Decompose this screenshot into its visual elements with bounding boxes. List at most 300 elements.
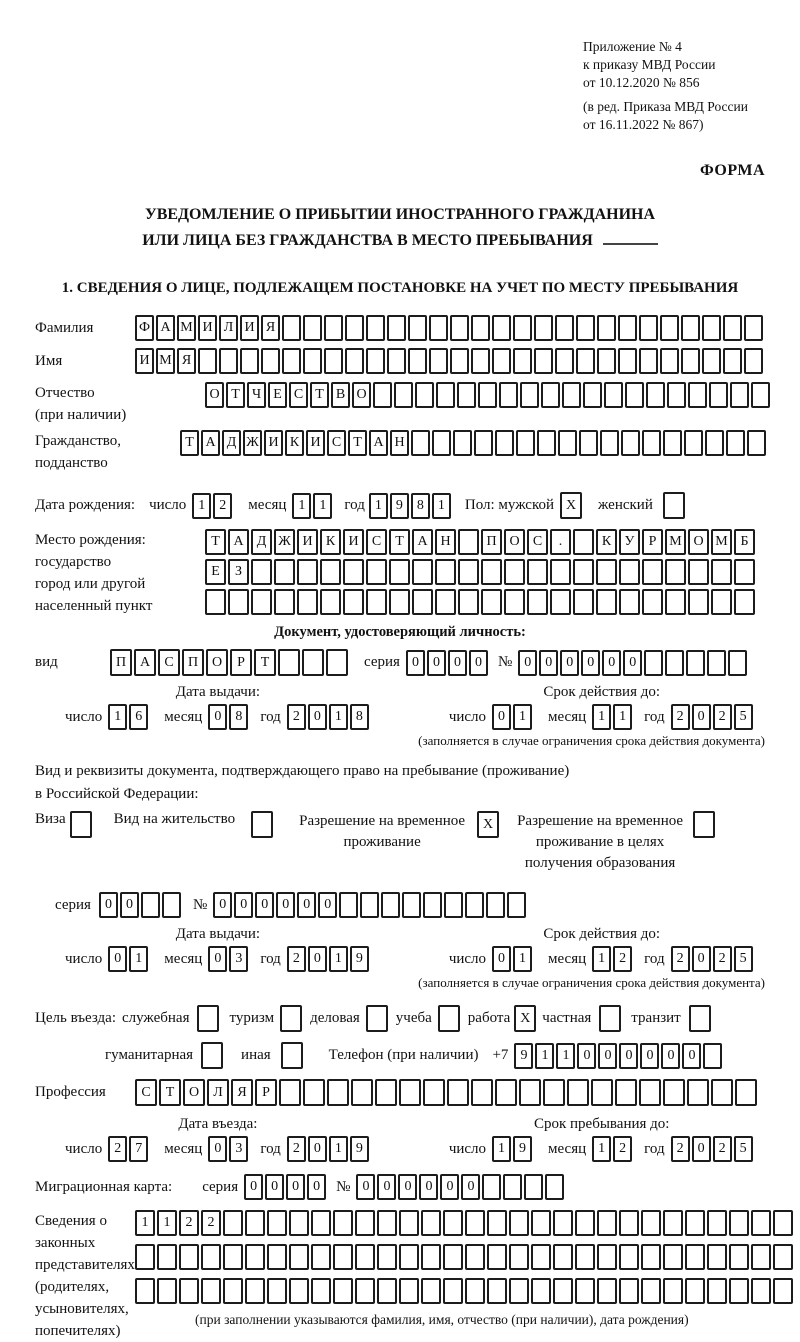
char-cell[interactable]: Р xyxy=(642,529,663,555)
char-cell[interactable] xyxy=(478,382,497,408)
char-cell[interactable] xyxy=(504,589,525,615)
char-cell[interactable]: Е xyxy=(268,382,287,408)
char-cell[interactable]: Т xyxy=(254,649,276,676)
char-cell[interactable]: 3 xyxy=(229,946,248,972)
char-cell[interactable]: С xyxy=(135,1079,157,1106)
char-cell[interactable] xyxy=(509,1244,529,1270)
char-cell[interactable]: X xyxy=(514,1005,536,1032)
char-cell[interactable]: 0 xyxy=(492,946,511,972)
char-cell[interactable]: 8 xyxy=(411,493,430,519)
char-cell[interactable] xyxy=(688,382,707,408)
char-cell[interactable] xyxy=(274,559,295,585)
char-cell[interactable]: С xyxy=(289,382,308,408)
char-cell[interactable] xyxy=(573,589,594,615)
char-cell[interactable] xyxy=(524,1174,543,1200)
char-cell[interactable]: Л xyxy=(207,1079,229,1106)
char-cell[interactable]: 1 xyxy=(129,946,148,972)
char-cell[interactable]: Д xyxy=(222,430,241,456)
char-cell[interactable] xyxy=(282,348,301,374)
char-cell[interactable] xyxy=(267,1244,287,1270)
char-cell[interactable]: А xyxy=(156,315,175,341)
char-cell[interactable] xyxy=(550,589,571,615)
char-cell[interactable]: Ф xyxy=(135,315,154,341)
char-cell[interactable]: З xyxy=(228,559,249,585)
char-cell[interactable]: 0 xyxy=(419,1174,438,1200)
char-cell[interactable] xyxy=(245,1210,265,1236)
char-cell[interactable]: 1 xyxy=(513,946,532,972)
char-cell[interactable] xyxy=(773,1244,793,1270)
char-cell[interactable] xyxy=(558,430,577,456)
char-cell[interactable] xyxy=(492,315,511,341)
char-cell[interactable] xyxy=(562,382,581,408)
char-cell[interactable]: 0 xyxy=(318,892,337,918)
char-cell[interactable]: И xyxy=(297,529,318,555)
char-cell[interactable] xyxy=(486,892,505,918)
char-cell[interactable] xyxy=(377,1210,397,1236)
char-cell[interactable] xyxy=(553,1278,573,1304)
char-cell[interactable] xyxy=(734,589,755,615)
char-cell[interactable] xyxy=(576,315,595,341)
char-cell[interactable] xyxy=(615,1079,637,1106)
char-cell[interactable] xyxy=(435,559,456,585)
char-cell[interactable] xyxy=(157,1244,177,1270)
char-cell[interactable] xyxy=(303,1079,325,1106)
char-cell[interactable] xyxy=(597,1278,617,1304)
char-cell[interactable] xyxy=(70,811,92,838)
char-cell[interactable]: П xyxy=(481,529,502,555)
char-cell[interactable] xyxy=(531,1278,551,1304)
char-cell[interactable] xyxy=(421,1278,441,1304)
char-cell[interactable] xyxy=(707,650,726,676)
char-cell[interactable] xyxy=(703,1043,722,1069)
char-cell[interactable]: 0 xyxy=(692,1136,711,1162)
char-cell[interactable]: Ж xyxy=(243,430,262,456)
char-cell[interactable] xyxy=(527,559,548,585)
char-cell[interactable] xyxy=(339,892,358,918)
char-cell[interactable] xyxy=(432,430,451,456)
char-cell[interactable] xyxy=(240,348,259,374)
char-cell[interactable]: Б xyxy=(734,529,755,555)
char-cell[interactable] xyxy=(251,811,273,838)
char-cell[interactable] xyxy=(458,589,479,615)
char-cell[interactable] xyxy=(429,348,448,374)
char-cell[interactable]: 2 xyxy=(671,704,690,730)
char-cell[interactable] xyxy=(591,1079,613,1106)
char-cell[interactable] xyxy=(509,1210,529,1236)
char-cell[interactable]: 2 xyxy=(713,1136,732,1162)
char-cell[interactable]: 1 xyxy=(592,704,611,730)
char-cell[interactable] xyxy=(575,1278,595,1304)
char-cell[interactable] xyxy=(545,1174,564,1200)
char-cell[interactable] xyxy=(663,1244,683,1270)
char-cell[interactable]: А xyxy=(134,649,156,676)
char-cell[interactable] xyxy=(377,1278,397,1304)
char-cell[interactable] xyxy=(543,1079,565,1106)
char-cell[interactable] xyxy=(412,589,433,615)
char-cell[interactable] xyxy=(465,892,484,918)
char-cell[interactable] xyxy=(531,1210,551,1236)
char-cell[interactable]: 2 xyxy=(287,946,306,972)
char-cell[interactable] xyxy=(457,382,476,408)
char-cell[interactable] xyxy=(773,1278,793,1304)
char-cell[interactable] xyxy=(481,589,502,615)
char-cell[interactable] xyxy=(705,430,724,456)
char-cell[interactable] xyxy=(729,1210,749,1236)
char-cell[interactable]: Я xyxy=(231,1079,253,1106)
char-cell[interactable]: 1 xyxy=(592,946,611,972)
char-cell[interactable]: 0 xyxy=(492,704,511,730)
char-cell[interactable]: 1 xyxy=(329,946,348,972)
char-cell[interactable]: Н xyxy=(435,529,456,555)
char-cell[interactable] xyxy=(734,559,755,585)
char-cell[interactable] xyxy=(355,1244,375,1270)
char-cell[interactable]: 0 xyxy=(308,704,327,730)
char-cell[interactable] xyxy=(487,1210,507,1236)
char-cell[interactable] xyxy=(281,1042,303,1069)
char-cell[interactable] xyxy=(707,1278,727,1304)
char-cell[interactable]: М xyxy=(665,529,686,555)
char-cell[interactable] xyxy=(642,430,661,456)
char-cell[interactable] xyxy=(619,559,640,585)
char-cell[interactable] xyxy=(685,1278,705,1304)
char-cell[interactable] xyxy=(665,589,686,615)
char-cell[interactable] xyxy=(555,315,574,341)
char-cell[interactable] xyxy=(458,529,479,555)
char-cell[interactable] xyxy=(687,1079,709,1106)
char-cell[interactable] xyxy=(465,1210,485,1236)
char-cell[interactable]: 9 xyxy=(514,1043,533,1069)
char-cell[interactable]: 0 xyxy=(518,650,537,676)
char-cell[interactable]: 1 xyxy=(535,1043,554,1069)
char-cell[interactable] xyxy=(729,1278,749,1304)
char-cell[interactable] xyxy=(644,650,663,676)
char-cell[interactable] xyxy=(279,1079,301,1106)
char-cell[interactable] xyxy=(596,559,617,585)
char-cell[interactable] xyxy=(751,1210,771,1236)
char-cell[interactable] xyxy=(443,1244,463,1270)
char-cell[interactable]: 6 xyxy=(129,704,148,730)
char-cell[interactable] xyxy=(642,589,663,615)
char-cell[interactable] xyxy=(443,1210,463,1236)
char-cell[interactable] xyxy=(600,430,619,456)
char-cell[interactable]: 0 xyxy=(581,650,600,676)
char-cell[interactable] xyxy=(573,559,594,585)
char-cell[interactable] xyxy=(289,1244,309,1270)
char-cell[interactable] xyxy=(735,1079,757,1106)
char-cell[interactable] xyxy=(201,1042,223,1069)
char-cell[interactable] xyxy=(429,315,448,341)
char-cell[interactable] xyxy=(297,559,318,585)
char-cell[interactable] xyxy=(744,315,763,341)
char-cell[interactable] xyxy=(474,430,493,456)
char-cell[interactable] xyxy=(135,1278,155,1304)
char-cell[interactable] xyxy=(509,1278,529,1304)
char-cell[interactable]: 0 xyxy=(308,946,327,972)
char-cell[interactable] xyxy=(709,382,728,408)
char-cell[interactable]: 0 xyxy=(108,946,127,972)
char-cell[interactable] xyxy=(366,589,387,615)
char-cell[interactable] xyxy=(219,348,238,374)
char-cell[interactable] xyxy=(471,1079,493,1106)
char-cell[interactable]: 2 xyxy=(213,493,232,519)
char-cell[interactable] xyxy=(537,430,556,456)
char-cell[interactable] xyxy=(567,1079,589,1106)
char-cell[interactable]: Ж xyxy=(274,529,295,555)
char-cell[interactable]: 0 xyxy=(469,650,488,676)
char-cell[interactable] xyxy=(520,382,539,408)
char-cell[interactable] xyxy=(641,1278,661,1304)
char-cell[interactable] xyxy=(495,430,514,456)
char-cell[interactable]: А xyxy=(412,529,433,555)
char-cell[interactable] xyxy=(381,892,400,918)
char-cell[interactable] xyxy=(751,1244,771,1270)
char-cell[interactable] xyxy=(408,348,427,374)
char-cell[interactable] xyxy=(303,315,322,341)
char-cell[interactable] xyxy=(665,650,684,676)
char-cell[interactable]: 0 xyxy=(440,1174,459,1200)
char-cell[interactable] xyxy=(534,315,553,341)
char-cell[interactable] xyxy=(197,1005,219,1032)
char-cell[interactable] xyxy=(320,589,341,615)
char-cell[interactable] xyxy=(579,430,598,456)
char-cell[interactable] xyxy=(723,315,742,341)
char-cell[interactable] xyxy=(333,1210,353,1236)
char-cell[interactable] xyxy=(573,529,594,555)
char-cell[interactable] xyxy=(201,1278,221,1304)
char-cell[interactable] xyxy=(438,1005,460,1032)
char-cell[interactable]: X xyxy=(477,811,499,838)
char-cell[interactable] xyxy=(751,382,770,408)
char-cell[interactable]: 2 xyxy=(613,946,632,972)
char-cell[interactable]: 7 xyxy=(129,1136,148,1162)
char-cell[interactable]: 2 xyxy=(201,1210,221,1236)
char-cell[interactable] xyxy=(228,589,249,615)
char-cell[interactable]: 0 xyxy=(255,892,274,918)
char-cell[interactable] xyxy=(311,1244,331,1270)
char-cell[interactable]: X xyxy=(560,492,582,519)
char-cell[interactable]: 1 xyxy=(492,1136,511,1162)
char-cell[interactable]: О xyxy=(688,529,709,555)
char-cell[interactable] xyxy=(389,559,410,585)
char-cell[interactable] xyxy=(531,1244,551,1270)
char-cell[interactable]: 1 xyxy=(329,1136,348,1162)
char-cell[interactable] xyxy=(289,1210,309,1236)
char-cell[interactable] xyxy=(415,382,434,408)
char-cell[interactable] xyxy=(513,315,532,341)
char-cell[interactable]: П xyxy=(182,649,204,676)
char-cell[interactable] xyxy=(302,649,324,676)
char-cell[interactable]: 5 xyxy=(734,704,753,730)
char-cell[interactable] xyxy=(641,1210,661,1236)
char-cell[interactable]: Т xyxy=(389,529,410,555)
char-cell[interactable] xyxy=(663,1278,683,1304)
char-cell[interactable] xyxy=(534,348,553,374)
char-cell[interactable] xyxy=(223,1244,243,1270)
char-cell[interactable]: С xyxy=(158,649,180,676)
char-cell[interactable] xyxy=(684,430,703,456)
char-cell[interactable] xyxy=(619,1244,639,1270)
char-cell[interactable] xyxy=(223,1278,243,1304)
char-cell[interactable]: 0 xyxy=(598,1043,617,1069)
char-cell[interactable]: 1 xyxy=(432,493,451,519)
char-cell[interactable] xyxy=(198,348,217,374)
char-cell[interactable] xyxy=(421,1210,441,1236)
char-cell[interactable]: Я xyxy=(261,315,280,341)
char-cell[interactable] xyxy=(686,650,705,676)
char-cell[interactable] xyxy=(519,1079,541,1106)
char-cell[interactable]: 2 xyxy=(108,1136,127,1162)
char-cell[interactable]: 1 xyxy=(292,493,311,519)
char-cell[interactable] xyxy=(487,1278,507,1304)
char-cell[interactable] xyxy=(639,315,658,341)
char-cell[interactable]: 0 xyxy=(208,704,227,730)
char-cell[interactable] xyxy=(689,1005,711,1032)
char-cell[interactable] xyxy=(444,892,463,918)
char-cell[interactable] xyxy=(707,1210,727,1236)
char-cell[interactable]: 2 xyxy=(713,946,732,972)
char-cell[interactable]: Д xyxy=(251,529,272,555)
char-cell[interactable] xyxy=(726,430,745,456)
char-cell[interactable] xyxy=(681,315,700,341)
char-cell[interactable] xyxy=(261,348,280,374)
char-cell[interactable] xyxy=(527,589,548,615)
char-cell[interactable] xyxy=(575,1210,595,1236)
char-cell[interactable] xyxy=(555,348,574,374)
char-cell[interactable]: 1 xyxy=(108,704,127,730)
char-cell[interactable] xyxy=(465,1244,485,1270)
char-cell[interactable]: О xyxy=(504,529,525,555)
char-cell[interactable] xyxy=(730,382,749,408)
char-cell[interactable] xyxy=(618,348,637,374)
char-cell[interactable] xyxy=(453,430,472,456)
char-cell[interactable] xyxy=(267,1210,287,1236)
char-cell[interactable] xyxy=(688,559,709,585)
char-cell[interactable] xyxy=(618,315,637,341)
char-cell[interactable] xyxy=(482,1174,501,1200)
char-cell[interactable]: 0 xyxy=(297,892,316,918)
char-cell[interactable]: 1 xyxy=(613,704,632,730)
char-cell[interactable] xyxy=(435,589,456,615)
char-cell[interactable] xyxy=(471,315,490,341)
char-cell[interactable] xyxy=(355,1210,375,1236)
char-cell[interactable] xyxy=(516,430,535,456)
char-cell[interactable]: А xyxy=(228,529,249,555)
char-cell[interactable] xyxy=(685,1210,705,1236)
char-cell[interactable] xyxy=(135,1244,155,1270)
char-cell[interactable]: 1 xyxy=(329,704,348,730)
char-cell[interactable] xyxy=(503,1174,522,1200)
char-cell[interactable]: . xyxy=(550,529,571,555)
char-cell[interactable]: Я xyxy=(177,348,196,374)
char-cell[interactable] xyxy=(423,892,442,918)
char-cell[interactable]: 0 xyxy=(307,1174,326,1200)
char-cell[interactable] xyxy=(201,1244,221,1270)
char-cell[interactable]: О xyxy=(352,382,371,408)
char-cell[interactable]: 0 xyxy=(406,650,425,676)
char-cell[interactable] xyxy=(597,348,616,374)
char-cell[interactable] xyxy=(625,382,644,408)
char-cell[interactable]: 1 xyxy=(513,704,532,730)
char-cell[interactable] xyxy=(747,430,766,456)
char-cell[interactable] xyxy=(711,559,732,585)
char-cell[interactable] xyxy=(387,348,406,374)
char-cell[interactable] xyxy=(639,348,658,374)
char-cell[interactable]: 0 xyxy=(692,704,711,730)
char-cell[interactable] xyxy=(702,348,721,374)
char-cell[interactable] xyxy=(278,649,300,676)
char-cell[interactable] xyxy=(665,559,686,585)
char-cell[interactable] xyxy=(157,1278,177,1304)
char-cell[interactable]: С xyxy=(327,430,346,456)
char-cell[interactable]: 0 xyxy=(286,1174,305,1200)
char-cell[interactable] xyxy=(423,1079,445,1106)
char-cell[interactable] xyxy=(495,1079,517,1106)
char-cell[interactable] xyxy=(499,382,518,408)
char-cell[interactable] xyxy=(297,589,318,615)
char-cell[interactable] xyxy=(641,1244,661,1270)
char-cell[interactable] xyxy=(513,348,532,374)
char-cell[interactable] xyxy=(402,892,421,918)
char-cell[interactable]: 0 xyxy=(308,1136,327,1162)
char-cell[interactable] xyxy=(481,559,502,585)
char-cell[interactable]: 0 xyxy=(234,892,253,918)
char-cell[interactable] xyxy=(642,559,663,585)
char-cell[interactable]: 2 xyxy=(287,704,306,730)
char-cell[interactable]: 0 xyxy=(244,1174,263,1200)
char-cell[interactable] xyxy=(179,1244,199,1270)
char-cell[interactable]: 0 xyxy=(692,946,711,972)
char-cell[interactable] xyxy=(343,559,364,585)
char-cell[interactable] xyxy=(324,348,343,374)
char-cell[interactable] xyxy=(320,559,341,585)
char-cell[interactable]: Н xyxy=(390,430,409,456)
char-cell[interactable] xyxy=(667,382,686,408)
char-cell[interactable]: 1 xyxy=(592,1136,611,1162)
char-cell[interactable] xyxy=(251,559,272,585)
char-cell[interactable] xyxy=(289,1278,309,1304)
char-cell[interactable] xyxy=(663,1210,683,1236)
char-cell[interactable] xyxy=(597,1210,617,1236)
char-cell[interactable] xyxy=(583,382,602,408)
char-cell[interactable] xyxy=(685,1244,705,1270)
char-cell[interactable] xyxy=(707,1244,727,1270)
char-cell[interactable] xyxy=(711,589,732,615)
char-cell[interactable] xyxy=(421,1244,441,1270)
char-cell[interactable] xyxy=(702,315,721,341)
char-cell[interactable]: 3 xyxy=(229,1136,248,1162)
char-cell[interactable]: Т xyxy=(310,382,329,408)
char-cell[interactable] xyxy=(345,348,364,374)
char-cell[interactable] xyxy=(596,589,617,615)
char-cell[interactable]: 0 xyxy=(661,1043,680,1069)
char-cell[interactable] xyxy=(373,382,392,408)
char-cell[interactable]: 0 xyxy=(461,1174,480,1200)
char-cell[interactable] xyxy=(723,348,742,374)
char-cell[interactable]: 0 xyxy=(560,650,579,676)
char-cell[interactable] xyxy=(621,430,640,456)
char-cell[interactable] xyxy=(311,1210,331,1236)
char-cell[interactable]: 0 xyxy=(208,946,227,972)
char-cell[interactable]: 9 xyxy=(350,1136,369,1162)
char-cell[interactable]: 9 xyxy=(350,946,369,972)
char-cell[interactable] xyxy=(274,589,295,615)
char-cell[interactable] xyxy=(619,1210,639,1236)
char-cell[interactable] xyxy=(660,348,679,374)
char-cell[interactable] xyxy=(333,1244,353,1270)
char-cell[interactable] xyxy=(394,382,413,408)
char-cell[interactable] xyxy=(541,382,560,408)
char-cell[interactable] xyxy=(619,589,640,615)
